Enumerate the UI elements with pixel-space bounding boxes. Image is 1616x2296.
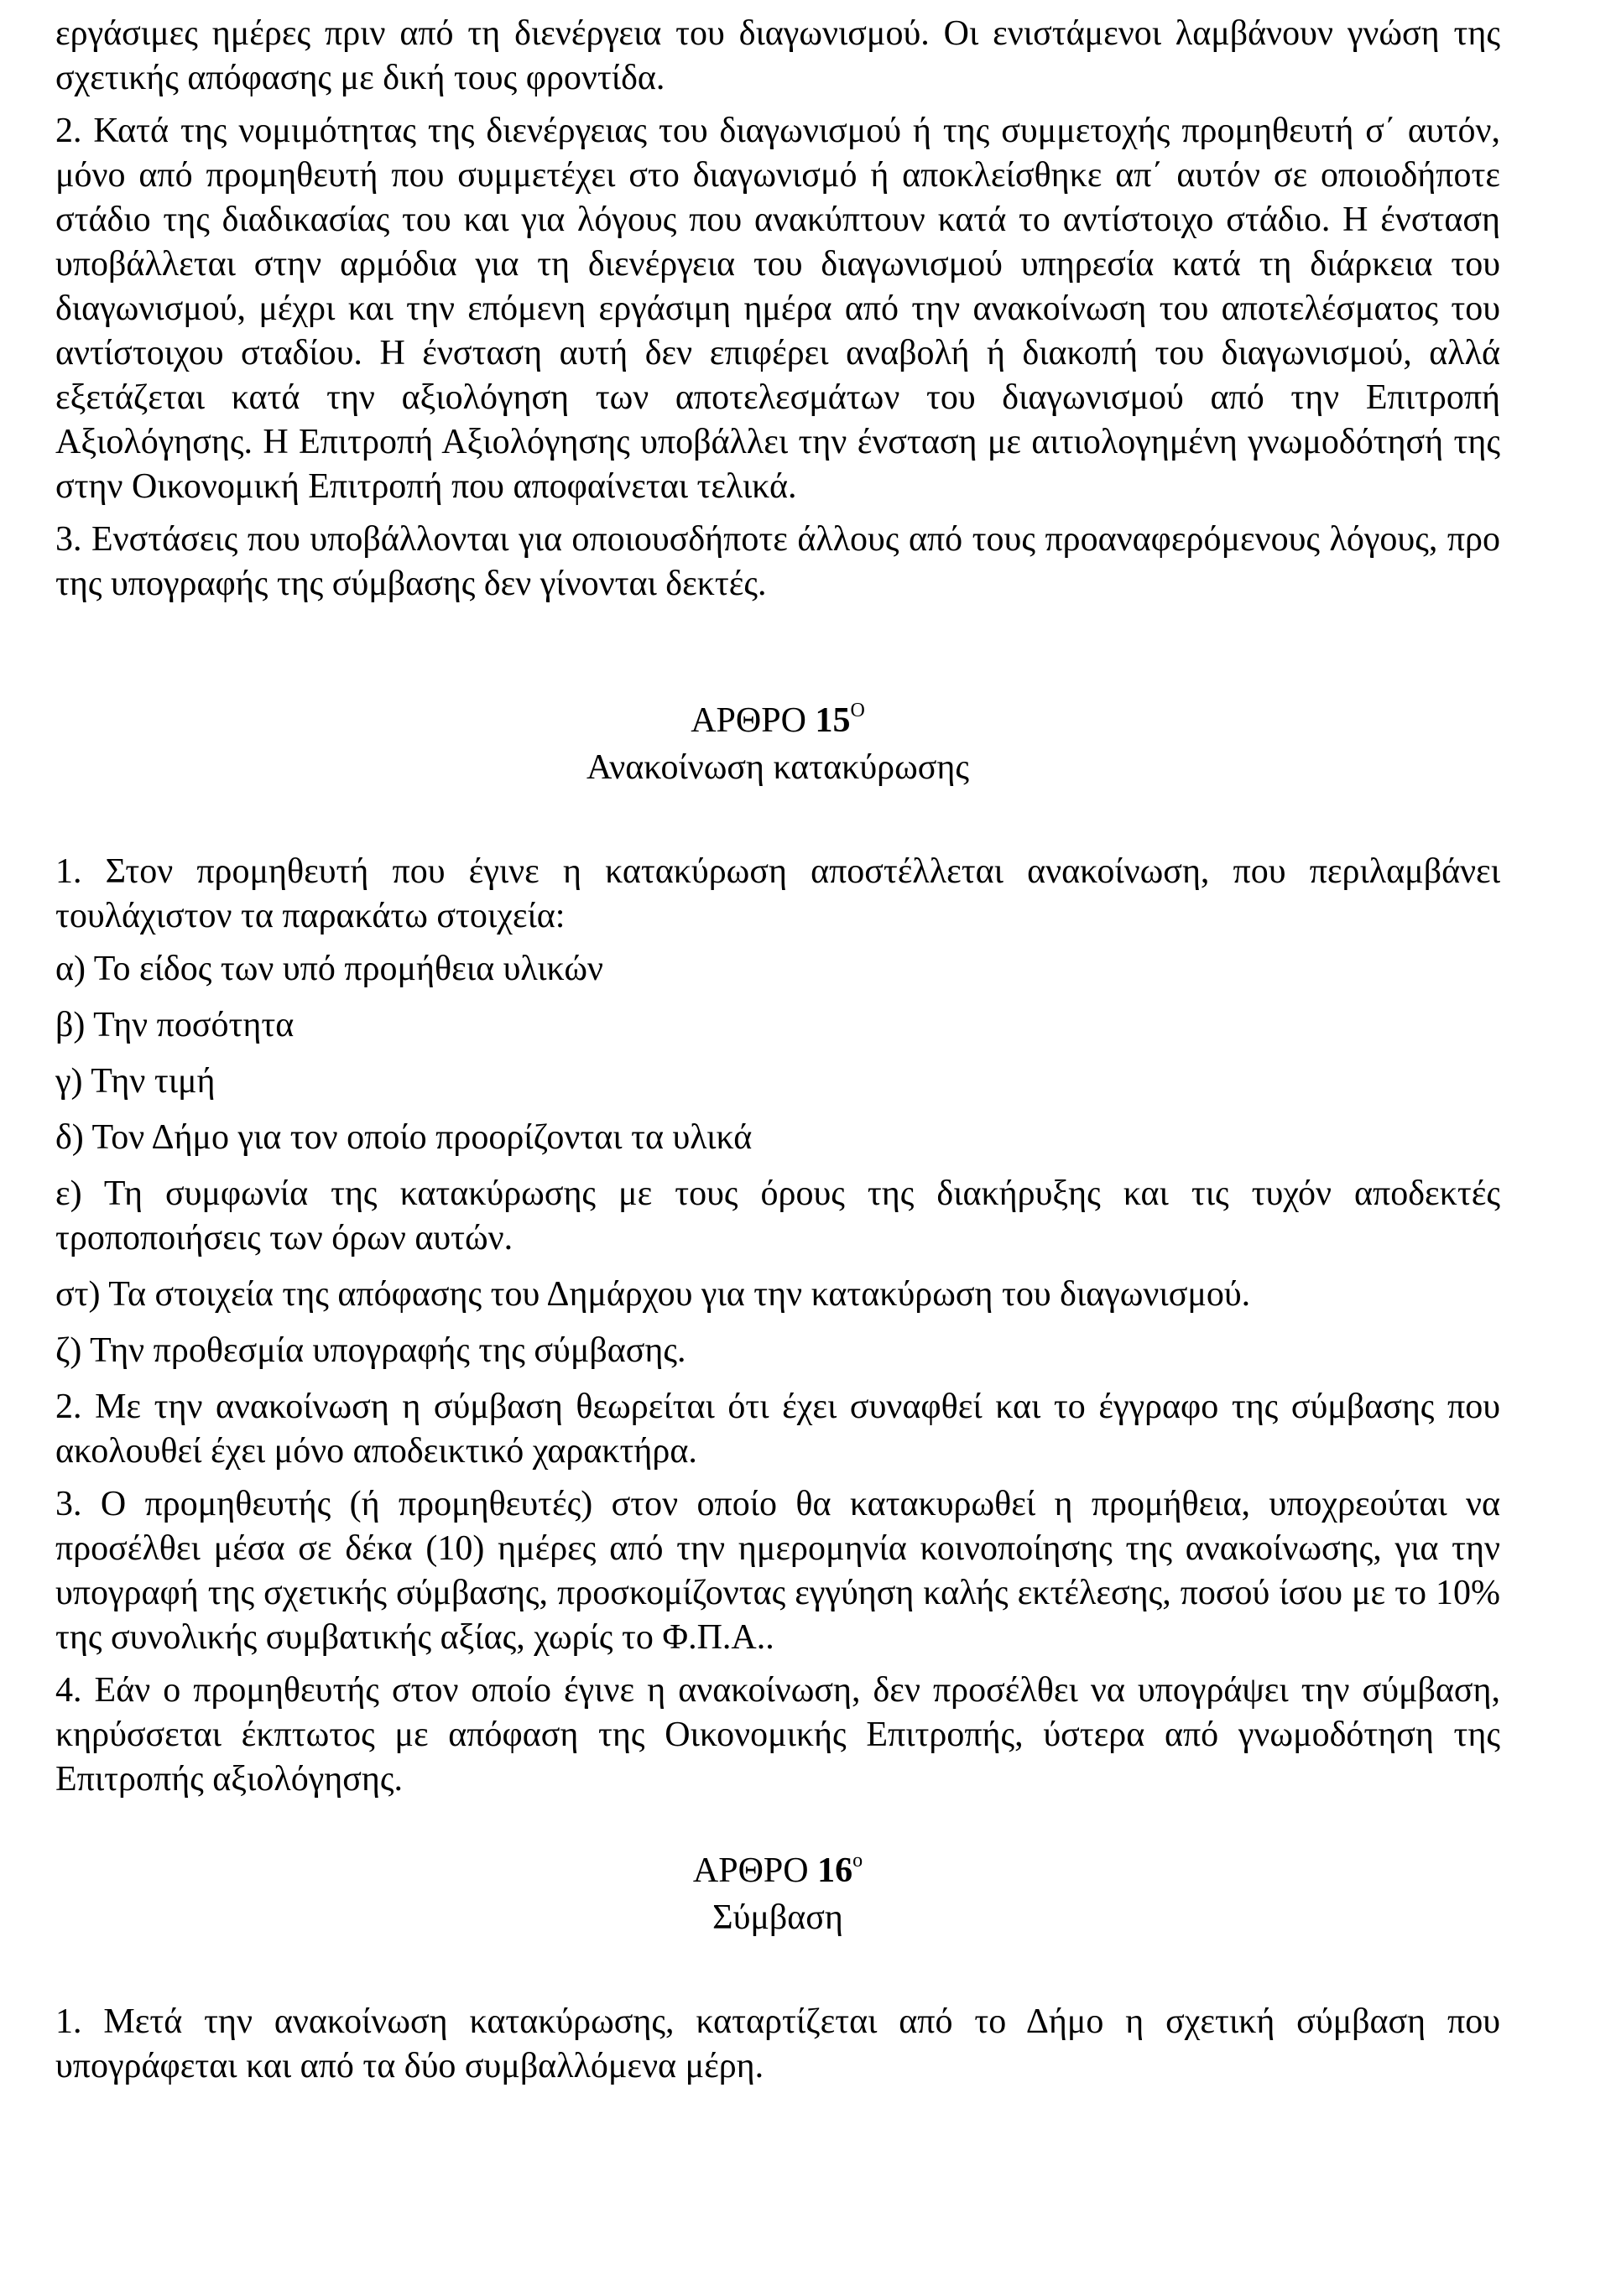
- article-15-item-c: γ) Την τιμή: [55, 1062, 216, 1101]
- article-16-title: Σύμβαση: [712, 1898, 843, 1937]
- article-15-ordinal: Ο: [850, 700, 865, 721]
- paragraph-intro-3: 3. Ενστάσεις που υποβάλλονται για οποιουσδήποτε άλλους από τους προαναφερόμενους λόγους, προ της υπογραφής της σύμβασης δεν γίνονται δεκτές.: [55, 520, 1500, 603]
- article-15-item-b: β) Την ποσότητα: [55, 1006, 295, 1044]
- article-15-item-st: στ) Τα στοιχεία της απόφασης του Δημάρχου για την κατακύρωση του διαγωνισμού.: [55, 1275, 1251, 1314]
- article-15-paragraph-4: 4. Εάν ο προμηθευτής στον οποίο έγινε η ανακοίνωση, δεν προσέλθει να υπογράψει την σύμβαση, κηρύσσεται έκπτωτος με απόφαση της Οικονομικής Επιτροπής, ύστερα από γνωμοδότηση της Επιτροπής αξιολόγησης.: [55, 1671, 1500, 1799]
- paragraph-intro-2: 2. Κατά της νομιμότητας της διενέργειας του διαγωνισμού ή της συμμετοχής προμηθευτή σ΄ αυτόν, μόνο από προμηθευτή που συμμετέχει στο διαγωνισμό ή αποκλείσθηκε απ΄ αυτόν σε οποιοδήποτε στάδιο της διαδικασίας του και για λόγους που ανακύπτουν κατά το αντίστοιχο στάδιο. Η ένσταση υποβάλλεται στην αρμόδια για τη διενέργεια του διαγωνισμού υπηρεσία κατά τη διάρκεια του διαγωνισμού, μέχρι και την επόμενη εργάσιμη ημέρα από την ανακοίνωση του αποτελέσματος του αντίστοιχου σταδίου. Η ένσταση αυτή δεν επιφέρει αναβολή ή διακοπή του διαγωνισμού, αλλά εξετάζεται κατά την αξιολόγηση των αποτελεσμάτων του διαγωνισμού από την Επιτροπή Αξιολόγησης. Η Επιτροπή Αξιολόγησης υποβάλλει την ένσταση με αιτιολογημένη γνωμοδότησή της στην Οικονομική Επιτροπή που αποφαίνεται τελικά.: [55, 112, 1500, 506]
- article-16-ordinal: ο: [852, 1850, 863, 1872]
- article-15-number: 15: [815, 701, 851, 740]
- article-15-heading: [55, 697, 1500, 744]
- article-15-item-e: ε) Τη συμφωνία της κατακύρωσης με τους όρους της διακήρυξης και τις τυχόν αποδεκτές τροποποιήσεις των όρων αυτών.: [55, 1174, 1500, 1257]
- article-15-item-z: ζ) Την προθεσμία υπογραφής της σύμβασης.: [55, 1331, 686, 1370]
- article-15-paragraph-3: 3. Ο προμηθευτής (ή προμηθευτές) στον οποίο θα κατακυρωθεί η προμήθεια, υποχρεούται να προσέλθει μέσα σε δέκα (10) ημέρες από την ημερομηνία κοινοποίησης της ανακοίνωσης, για την υπογραφή της σχετικής σύμβασης, προσκομίζοντας εγγύηση καλής εκτέλεσης, ποσού ίσου με το 10% της συνολικής συμβατικής αξίας, χωρίς το Φ.Π.Α..: [55, 1485, 1500, 1657]
- article-16-heading: [55, 1847, 1500, 1894]
- article-15-title: Ανακοίνωση κατακύρωσης: [586, 748, 969, 787]
- article-15-prefix: ΑΡΘΡΟ: [691, 701, 816, 740]
- article-15-item-d: δ) Τον Δήμο για τον οποίο προορίζονται τα υλικά: [55, 1118, 753, 1157]
- article-16-paragraph-1: 1. Μετά την ανακοίνωση κατακύρωσης, καταρτίζεται από το Δήμο η σχετική σύμβαση που υπογράφεται και από τα δύο συμβαλλόμενα μέρη.: [55, 2002, 1500, 2085]
- article-16-prefix: ΑΡΘΡΟ: [692, 1851, 818, 1890]
- document-page: [55, 12, 1500, 2089]
- paragraph-intro-1: εργάσιμες ημέρες πριν από τη διενέργεια του διαγωνισμού. Οι ενιστάμενοι λαμβάνουν γνώση της σχετικής απόφασης με δική τους φροντίδα.: [55, 14, 1500, 97]
- article-15-paragraph-1: 1. Στον προμηθευτή που έγινε η κατακύρωση αποστέλλεται ανακοίνωση, που περιλαμβάνει τουλάχιστον τα παρακάτω στοιχεία:: [55, 852, 1500, 935]
- article-15-paragraph-2: 2. Με την ανακοίνωση η σύμβαση θεωρείται ότι έχει συναφθεί και το έγγραφο της σύμβασης που ακολουθεί έχει μόνο αποδεικτικό χαρακτήρα.: [55, 1387, 1500, 1471]
- article-15-item-a: α) Το είδος των υπό προμήθεια υλικών: [55, 950, 603, 988]
- article-16-number: 16: [817, 1851, 853, 1890]
